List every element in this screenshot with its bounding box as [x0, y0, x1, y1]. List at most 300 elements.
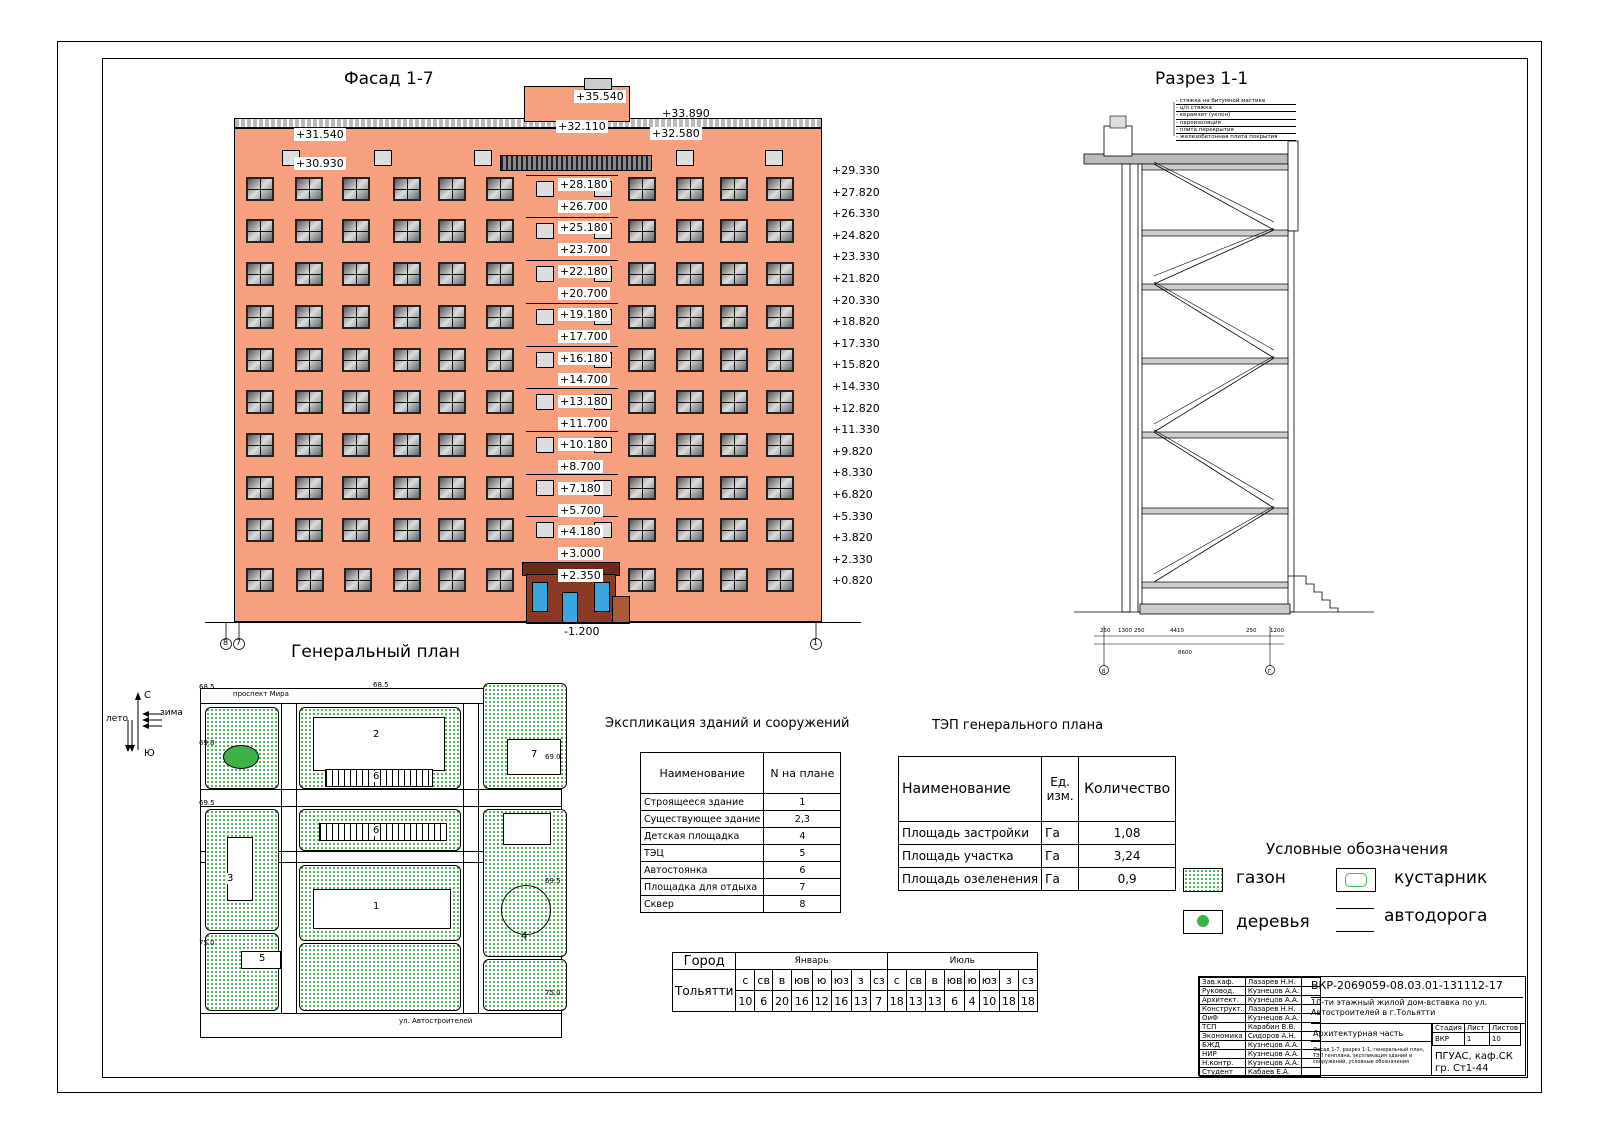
landing-line	[526, 346, 618, 347]
window	[628, 568, 656, 592]
stair-elevation-mark: +19.180	[560, 308, 608, 322]
elevation: 69.5	[199, 799, 215, 807]
wind-value: 13	[925, 991, 944, 1012]
explication-row	[641, 845, 841, 862]
compass-south: Ю	[144, 748, 155, 759]
elevation: 69.0	[545, 753, 561, 761]
entrance-door	[532, 582, 548, 612]
stamp-role: Руковод.	[1200, 987, 1246, 996]
parking-6b	[319, 823, 447, 841]
elevation-mark: +29.330	[832, 164, 880, 177]
elevation-mark: +6.820	[832, 488, 873, 501]
roof-layer-label: - керамзит (уклон)	[1176, 112, 1296, 119]
window	[438, 262, 466, 286]
stamp-role: Конструкт.	[1200, 1005, 1246, 1014]
stamp-stage: ВКР	[1433, 1033, 1465, 1046]
stair-elevation-mark: +5.700	[560, 503, 601, 517]
window	[766, 390, 794, 414]
compass-winter: зима	[160, 708, 183, 718]
window	[628, 476, 656, 500]
stamp-sheet-desc: Фасад 1-7, разрез 1-1, генеральный план, ТЭП генплана, экспликация зданий и сооружений, условные обозначения	[1313, 1047, 1425, 1065]
stamp-role-row	[1200, 1014, 1321, 1023]
stamp-sheets: 10	[1489, 1033, 1520, 1046]
window	[676, 177, 704, 201]
window	[438, 305, 466, 329]
landing-line	[526, 217, 618, 218]
window	[295, 219, 323, 243]
window	[720, 305, 748, 329]
landing-line	[526, 260, 618, 261]
wind-direction: с	[887, 970, 906, 991]
wind-direction: ю	[812, 970, 831, 991]
road-v	[281, 703, 297, 1013]
street-bottom-label: ул. Автостроителей	[399, 1017, 473, 1025]
roof-layer-label: - стяжка на битумной мастике	[1176, 98, 1296, 105]
window	[342, 262, 370, 286]
stair-elevation-mark: +26.700	[560, 199, 608, 213]
explication-name: ТЭЦ	[641, 845, 764, 862]
legend-title: Условные обозначения	[1266, 840, 1448, 858]
wind-value: 16	[791, 991, 812, 1012]
tep-row	[899, 845, 1176, 868]
stair-window	[536, 352, 554, 368]
elevation-mark: +5.330	[832, 509, 873, 523]
window	[295, 390, 323, 414]
entrance-door	[594, 582, 610, 612]
elevation-mark: +12.820	[832, 401, 880, 415]
stamp-signature	[1302, 1068, 1321, 1077]
landing-line	[526, 388, 618, 389]
window	[393, 177, 421, 201]
ground-elevation-mark: -1.200	[564, 625, 600, 638]
wind-direction: св	[906, 970, 925, 991]
window	[438, 476, 466, 500]
stamp-sheet: 1	[1464, 1033, 1489, 1046]
wind-direction: юв	[791, 970, 812, 991]
axis-label: 1	[813, 638, 819, 647]
stair-elevation-mark: +13.180	[560, 395, 608, 408]
landing-line	[526, 175, 618, 176]
explication-number: 1	[764, 794, 841, 811]
wind-direction: юз	[831, 970, 851, 991]
window	[628, 262, 656, 286]
stair-elevation-mark: +7.180	[560, 481, 601, 495]
stamp-role-row	[1200, 1068, 1321, 1077]
window	[766, 518, 794, 542]
window	[246, 348, 274, 372]
road-swatch	[1336, 908, 1374, 932]
elevation-mark: +27.820	[832, 185, 880, 199]
site-plan-title: Генеральный план	[291, 642, 460, 662]
stamp-role: Студент	[1200, 1068, 1246, 1077]
window	[486, 219, 514, 243]
wind-value: 7	[870, 991, 887, 1012]
facade-title: Фасад 1-7	[344, 69, 434, 89]
explication-table	[640, 752, 841, 913]
window	[295, 262, 323, 286]
window	[766, 177, 794, 201]
tep-row	[899, 868, 1176, 891]
window	[393, 390, 421, 414]
explication-name: Строящееся здание	[641, 794, 764, 811]
legend-label: автодорога	[1384, 906, 1488, 926]
building-small	[503, 813, 551, 845]
window	[720, 219, 748, 243]
stair-window	[536, 522, 554, 538]
explication-row	[641, 879, 841, 896]
building-3	[227, 837, 253, 901]
window	[676, 476, 704, 500]
elevation-mark: +21.820	[832, 272, 880, 285]
axis-label: Г	[1268, 669, 1272, 675]
wind-value: 13	[906, 991, 925, 1012]
axis-label: 8	[223, 638, 229, 647]
stair-elevation-mark: +17.700	[560, 329, 608, 343]
attic-window	[374, 150, 392, 166]
wind-value: 4	[965, 991, 979, 1012]
window	[246, 568, 274, 592]
explication-row	[641, 896, 841, 913]
explication-row	[641, 811, 841, 828]
elevation-mark: +15.820	[832, 358, 880, 372]
window	[295, 476, 323, 500]
stair-elevation-mark: +8.700	[560, 460, 601, 474]
window	[246, 390, 274, 414]
tep-unit: Га	[1042, 845, 1079, 868]
stair-elevation-mark: +4.180	[560, 525, 601, 539]
wind-value: 20	[772, 991, 791, 1012]
window	[342, 348, 370, 372]
tep-row	[899, 822, 1176, 845]
building-number: 5	[259, 953, 266, 964]
stair-window	[536, 309, 554, 325]
window	[295, 348, 323, 372]
window	[628, 390, 656, 414]
window	[720, 348, 748, 372]
entrance-door	[562, 592, 578, 624]
window	[438, 390, 466, 414]
window	[720, 177, 748, 201]
window	[676, 568, 704, 592]
elevation: 75.0	[545, 989, 561, 997]
legend-label: газон	[1236, 868, 1286, 888]
wind-city-header: Город	[673, 953, 736, 970]
window	[766, 348, 794, 372]
stamp-person: Сидоров А.Н.	[1245, 1032, 1301, 1041]
window	[342, 518, 370, 542]
window	[486, 177, 514, 201]
elevation-mark: +32.110	[558, 120, 606, 133]
lawn	[483, 959, 567, 1011]
section-dim: 1200	[1270, 628, 1284, 634]
window	[766, 476, 794, 500]
window	[438, 568, 466, 592]
wind-value: 12	[812, 991, 831, 1012]
stamp-role-row	[1200, 1041, 1321, 1050]
elevation-mark: +30.930	[296, 157, 344, 170]
stair-elevation-mark: +28.180	[560, 178, 608, 191]
stamp-role: Архитект.	[1200, 996, 1246, 1005]
stair-window	[536, 181, 554, 197]
stamp-role: Зав.каф.	[1200, 978, 1246, 987]
stair-elevation-mark: +11.700	[560, 416, 608, 430]
wind-direction: св	[755, 970, 773, 991]
stair-elevation-mark: +23.700	[560, 243, 608, 257]
elevation: 68.5	[199, 683, 215, 691]
stamp-sheet-info	[1432, 1023, 1521, 1046]
lawn	[299, 943, 461, 1011]
wind-direction: з	[851, 970, 870, 991]
window	[295, 305, 323, 329]
shrub-swatch	[1336, 868, 1376, 892]
window	[486, 305, 514, 329]
wind-table	[672, 952, 1038, 1012]
landing-line	[526, 431, 618, 432]
stamp-roles	[1199, 977, 1321, 1077]
elevation-mark: +14.330	[832, 380, 880, 393]
section-bottom-dims	[1100, 628, 1300, 636]
playground-4	[501, 885, 551, 935]
tep-header: Ед. изм.	[1042, 757, 1079, 822]
window	[628, 433, 656, 457]
explication-header: N на плане	[764, 753, 841, 794]
window	[393, 305, 421, 329]
window	[393, 518, 421, 542]
wind-direction: юз	[979, 970, 999, 991]
stair-window	[536, 480, 554, 496]
roof-layer-label: - железобетонная плита покрытия	[1176, 134, 1296, 141]
stamp-role-row	[1200, 996, 1321, 1005]
stamp-role-row	[1200, 1023, 1321, 1032]
square-circle	[223, 745, 259, 769]
wind-value: 18	[999, 991, 1018, 1012]
explication-title: Экспликация зданий и сооружений	[605, 716, 850, 731]
window	[295, 177, 323, 201]
stair-elevation-mark: +16.180	[560, 351, 608, 365]
stair-elevation-mark: +2.350	[560, 568, 601, 582]
window	[766, 433, 794, 457]
window	[676, 433, 704, 457]
stamp-person: Кузнецов А.А.	[1245, 1050, 1301, 1059]
explication-name: Сквер	[641, 896, 764, 913]
window	[438, 177, 466, 201]
stair-window	[536, 223, 554, 239]
stair-elevation-mark: +3.000	[560, 546, 601, 560]
stamp-role: Н.контр.	[1200, 1059, 1246, 1068]
ground-line	[205, 622, 861, 623]
tep-header: Количество	[1079, 757, 1176, 822]
section-title: Разрез 1-1	[1155, 69, 1249, 89]
elevation-mark: +33.890	[662, 107, 710, 120]
building-number: 7	[531, 749, 538, 760]
building-number: 1	[373, 901, 380, 912]
explication-number: 5	[764, 845, 841, 862]
stamp-person: Кузнецов А.А.	[1245, 996, 1301, 1005]
window	[344, 568, 372, 592]
tep-header: Наименование	[899, 757, 1042, 822]
attic-window	[474, 150, 492, 166]
elevation-mark: +26.330	[832, 207, 880, 221]
explication-row	[641, 862, 841, 879]
road-mid-h	[201, 789, 561, 807]
window	[486, 348, 514, 372]
elevation-mark: +11.330	[832, 423, 880, 437]
building-number: 6	[373, 771, 380, 782]
window	[720, 476, 748, 500]
facade-wall	[234, 128, 822, 622]
stair-elevation-mark: +22.180	[560, 264, 608, 278]
tep-name: Площадь озеленения	[899, 868, 1042, 891]
tep-unit: Га	[1042, 822, 1079, 845]
window	[342, 219, 370, 243]
axis-label: В	[1102, 669, 1106, 675]
stamp-person: Кузнецов А.А.	[1245, 1041, 1301, 1050]
window	[438, 518, 466, 542]
stamp-sheets-header: Листов	[1489, 1024, 1520, 1033]
window	[676, 305, 704, 329]
stair-window	[536, 266, 554, 282]
elevation-mark: +24.820	[832, 228, 880, 242]
window	[438, 219, 466, 243]
elevation: 69.0	[199, 739, 215, 747]
elevation-mark: +32.580	[652, 127, 700, 140]
wind-direction: ю	[965, 970, 979, 991]
wind-value: 18	[887, 991, 906, 1012]
window	[720, 568, 748, 592]
elevation-mark: +8.330	[832, 466, 873, 480]
stamp-person: Лазарев Н.Н.	[1245, 1005, 1301, 1014]
window	[296, 568, 324, 592]
section-total-dim: 8600	[1178, 650, 1192, 656]
site-plan	[199, 681, 562, 1038]
explication-number: 8	[764, 896, 841, 913]
wind-direction: з	[999, 970, 1018, 991]
stamp-stage-header: Стадия	[1433, 1024, 1465, 1033]
building-2	[313, 717, 445, 771]
window	[676, 219, 704, 243]
stamp-role: ОиФ	[1200, 1014, 1246, 1023]
tep-title: ТЭП генерального плана	[932, 718, 1104, 733]
window	[486, 433, 514, 457]
section-layer-list	[1176, 98, 1296, 141]
entrance-ramp	[612, 596, 630, 624]
stamp-role-row	[1200, 1005, 1321, 1014]
explication-number: 7	[764, 879, 841, 896]
elevation-mark: +2.330	[832, 552, 873, 566]
stamp-role: Экономика	[1200, 1032, 1246, 1041]
window	[246, 305, 274, 329]
building-1	[313, 889, 451, 929]
wind-jan: Январь	[736, 953, 887, 970]
elevation-mark: +23.330	[832, 250, 880, 264]
window	[438, 433, 466, 457]
elevation-mark: +20.330	[832, 293, 880, 307]
elevation: 68.5	[373, 681, 389, 689]
building-number: 2	[373, 729, 380, 740]
explication-name: Существующее здание	[641, 811, 764, 828]
explication-name: Площадка для отдыха	[641, 879, 764, 896]
section-dim: 250	[1246, 628, 1257, 634]
landing-line	[526, 303, 618, 304]
stamp-title: 10-ти этажный жилой дом-вставка по ул. Автостроителей в г.Тольятти	[1311, 997, 1523, 1018]
stair-window	[536, 394, 554, 410]
tep-name: Площадь участка	[899, 845, 1042, 868]
stamp-person: Кабаев Е.А.	[1245, 1068, 1301, 1077]
elevation-mark: +17.330	[832, 336, 880, 350]
elevation-mark: +0.820	[832, 574, 873, 588]
window	[766, 568, 794, 592]
elevation-mark: +3.820	[832, 531, 873, 545]
stamp-role-row	[1200, 987, 1321, 996]
wind-value: 10	[736, 991, 755, 1012]
attic-window	[676, 150, 694, 166]
stamp-person: Кузнецов А.А.	[1245, 1014, 1301, 1023]
stamp-role: ТСП	[1200, 1023, 1246, 1032]
window	[393, 476, 421, 500]
window	[342, 476, 370, 500]
stamp-person: Кузнецов А.А.	[1245, 1059, 1301, 1068]
compass-summer: лето	[106, 714, 129, 724]
window	[486, 518, 514, 542]
legend-label: деревья	[1236, 912, 1310, 932]
window	[720, 518, 748, 542]
wind-direction: в	[925, 970, 944, 991]
tree-swatch	[1183, 910, 1223, 934]
tep-table	[898, 756, 1176, 891]
window	[393, 219, 421, 243]
window	[766, 262, 794, 286]
window	[720, 433, 748, 457]
window	[628, 219, 656, 243]
stamp-part: Архитектурная часть	[1313, 1029, 1404, 1038]
stamp-sheet-header: Лист	[1464, 1024, 1489, 1033]
explication-header: Наименование	[641, 753, 764, 794]
explication-row	[641, 828, 841, 845]
stamp-person: Кузнецов А.А.	[1245, 987, 1301, 996]
section-dim: 1300	[1118, 628, 1132, 634]
window	[676, 390, 704, 414]
wind-value: 10	[979, 991, 999, 1012]
stair-elevation-mark: +10.180	[560, 438, 608, 452]
building-number: 3	[227, 873, 234, 884]
stair-elevation-mark: +14.700	[560, 373, 608, 387]
window	[438, 348, 466, 372]
window	[342, 177, 370, 201]
window	[246, 177, 274, 201]
section-dim: 250	[1134, 628, 1145, 634]
elevation-mark: +18.820	[832, 315, 880, 329]
road-bottom	[201, 1013, 561, 1014]
stair-window	[536, 437, 554, 453]
landing-line	[526, 474, 618, 475]
section-dim: 250	[1100, 628, 1111, 634]
compass-arrows-icon	[118, 690, 168, 758]
elevation-mark: +9.820	[832, 444, 873, 458]
window	[393, 568, 421, 592]
window	[766, 219, 794, 243]
window	[295, 518, 323, 542]
building-number: 6	[373, 825, 380, 836]
explication-name: Автостоянка	[641, 862, 764, 879]
elevation-mark: +35.540	[576, 90, 624, 103]
roof-exit	[584, 78, 612, 90]
roof-layer-label: - пароизоляция	[1176, 120, 1296, 127]
explication-name: Детская площадка	[641, 828, 764, 845]
street-top-label: проспект Мира	[233, 690, 289, 698]
roof-layer-label: - плита перекрытия	[1176, 127, 1296, 134]
elevation-mark: +31.540	[296, 128, 344, 141]
wind-value: 13	[851, 991, 870, 1012]
